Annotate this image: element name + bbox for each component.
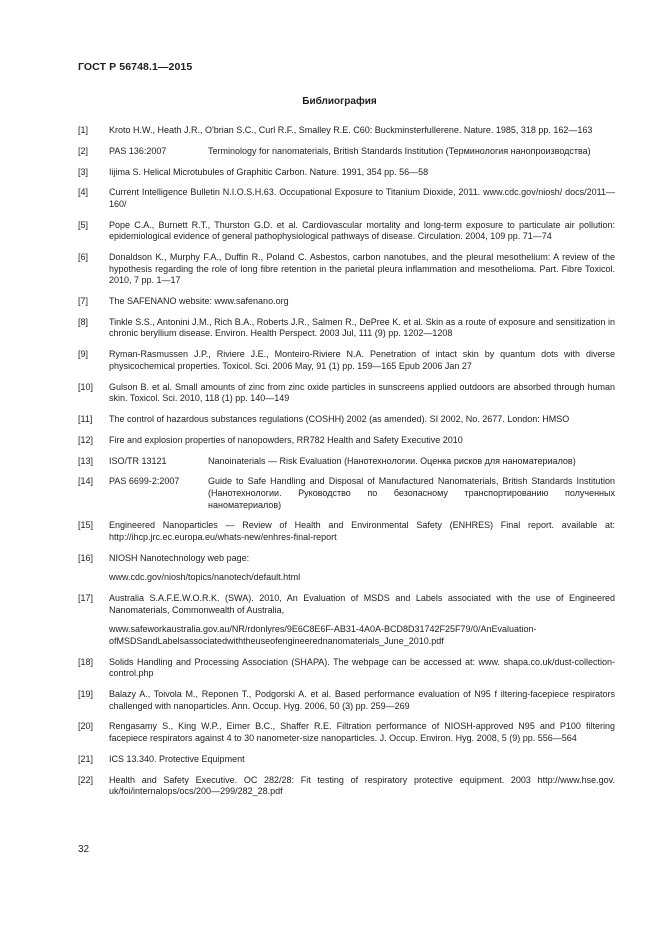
reference-list bbox=[78, 125, 615, 807]
reference-number: [5] bbox=[78, 219, 89, 230]
reference-number: [12] bbox=[78, 434, 94, 445]
reference-item bbox=[78, 476, 615, 511]
reference-number: [7] bbox=[78, 296, 89, 307]
reference-text: Health and Safety Executive. OC 282/28: Fit testing of respiratory protective equipment. 2003 http://www.hse.gov. uk/foi/internalops/ocs/200—299/282_28.pdf bbox=[109, 774, 615, 797]
reference-number: [6] bbox=[78, 252, 89, 263]
reference-item bbox=[78, 296, 615, 308]
reference-text: The control of hazardous substances regulations (COSHH) 2002 (as amended). SI 2002, No. 2677. London: HMSO bbox=[109, 413, 570, 424]
reference-text: Gulson B. et al. Small amounts of zinc from zinc oxide particles in sunscreens applied outdoors are absorbed through human skin. Toxicol. Sci. 2010, 118 (1) pp. 140—149 bbox=[109, 381, 615, 404]
reference-item bbox=[78, 146, 615, 158]
reference-item bbox=[78, 520, 615, 543]
reference-number: [3] bbox=[78, 166, 89, 177]
reference-number: [15] bbox=[78, 520, 94, 531]
reference-text: Engineered Nanoparticles — Review of Health and Environmental Safety (ENHRES) Final report. available at: http://ihcp.jrc.ec.europa.eu/whats-new/enhres-final-report bbox=[109, 520, 615, 542]
reference-number: [18] bbox=[78, 656, 94, 667]
reference-item bbox=[78, 754, 615, 766]
reference-item bbox=[78, 775, 615, 798]
reference-url: www.safeworkaustralia.gov.au/NR/rdonlyres/9E6C8E6F-AB31-4A0A-BCD8D31742F25F79/0/AnEvaluationofMSDSandLabelsassociatedwiththeuseofengineerednanomaterials_June_2010.pdf bbox=[109, 624, 537, 646]
reference-text: Pope C.A., Burnett R.T., Thurston G.D. et al. Cardiovascular mortality and long-term exposure to particulate air pollution: epidemiological evidence of general pathophysiological pathways of disease. Circulation. 2004, 109 pp. 71—74 bbox=[109, 219, 615, 242]
reference-item bbox=[78, 382, 615, 405]
reference-number: [9] bbox=[78, 349, 89, 360]
reference-item bbox=[78, 689, 615, 712]
reference-text: Australia S.A.F.E.W.O.R.K. (SWA). 2010, An Evaluation of MSDS and Labels associated with the use of Engineered Nanomaterials, Commonwealth of Australia, bbox=[109, 593, 615, 615]
reference-number: [10] bbox=[78, 381, 94, 392]
standard-header: ГОСТ Р 56748.1—2015 bbox=[78, 61, 193, 73]
reference-item bbox=[78, 657, 615, 680]
reference-text: Terminology for nanomaterials, British Standards Institution (Терминология нанопроизводства) bbox=[208, 145, 591, 156]
reference-number: [13] bbox=[78, 455, 94, 466]
reference-number: [11] bbox=[78, 413, 93, 424]
reference-item bbox=[78, 125, 615, 137]
reference-number: [17] bbox=[78, 593, 94, 604]
reference-text: Guide to Safe Handling and Disposal of Manufactured Nanomaterials, British Standards Institution (Нанотехнологии. Руководство по безопасному транспортированию полученных наноматериалов) bbox=[208, 476, 615, 510]
reference-item bbox=[78, 187, 615, 210]
reference-item bbox=[78, 167, 615, 179]
reference-item bbox=[78, 220, 615, 243]
reference-text: Nanoinaterials — Risk Evaluation (Нанотехнологии. Оценка рисков для наноматериалов) bbox=[208, 455, 576, 466]
reference-text: NIOSH Nanotechnology web page: bbox=[109, 552, 250, 563]
reference-text: Rengasamy S., King W.P., Eimer B.C., Shaffer R.E. Filtration performance of NIOSH-approved N95 and P100 filtering facepiece respirators against 4 to 30 nanometer-size nanoparticles. J. Occup. Environ. Hyg. 2008, 5 (9) pp. 556—564 bbox=[109, 721, 615, 743]
reference-text: Ryman-Rasmussen J.P., Riviere J.E., Monteiro-Riviere N.A. Penetration of intact skin by quantum dots with diverse physicochemical properties. Toxicol. Sci. 2006 May, 91 (1) pp. 159—165 Epub 2006 Jan 27 bbox=[109, 349, 615, 371]
reference-number: [19] bbox=[78, 688, 94, 699]
reference-item bbox=[78, 317, 615, 340]
reference-number: [8] bbox=[78, 316, 89, 327]
reference-text: Fire and explosion properties of nanopowders, RR782 Health and Safety Executive 2010 bbox=[109, 434, 463, 445]
reference-text: Current Intelligence Bulletin N.I.O.S.H.63. Occupational Exposure to Titanium Dioxide, 2011. www.cdc.gov/niosh/ docs/2011—160/ bbox=[109, 187, 615, 209]
reference-item bbox=[78, 349, 615, 372]
reference-code: PAS 6699-2:2007 bbox=[109, 476, 180, 487]
reference-item bbox=[78, 456, 615, 468]
reference-number: [1] bbox=[78, 125, 89, 135]
reference-text: Donaldson K., Murphy F.A., Duffin R., Poland C. Asbestos, carbon nanotubes, and the pleural mesothelium: A review of the hypothesis regarding the role of long fibre retention in the parietal pleura inflammation and mesothelioma. Part. Fibre Toxicol. 2010, 7 pp. 1—17 bbox=[109, 252, 615, 286]
reference-text: Iijima S. Helical Microtubules of Graphitic Carbon. Nature. 1991, 354 pp. 56—58 bbox=[109, 166, 429, 177]
reference-text: Tinkle S.S., Antonini J.M., Rich B.A., Roberts J.R., Salmen R., DePree K. et al. Skin as a route of exposure and sensitization in chronic beryllium disease. Environ. Health Perspect. 2003 Jul, 111 (9) pp. 1202—1208 bbox=[109, 316, 615, 339]
reference-url: www.cdc.gov/niosh/topics/nanotech/default.html bbox=[109, 572, 301, 583]
reference-code: PAS 136:2007 bbox=[109, 145, 167, 156]
reference-number: [16] bbox=[78, 552, 94, 563]
reference-item bbox=[78, 252, 615, 287]
page-number: 32 bbox=[78, 844, 90, 855]
bibliography-title: Библиография bbox=[302, 96, 377, 107]
reference-number: [21] bbox=[78, 753, 94, 764]
reference-code: ISO/TR 13121 bbox=[109, 455, 167, 466]
reference-number: [2] bbox=[78, 145, 89, 156]
reference-text: ICS 13.340. Protective Equipment bbox=[109, 753, 245, 764]
reference-item bbox=[78, 435, 615, 447]
reference-item bbox=[78, 593, 615, 647]
reference-text: The SAFENANO website: www.safenano.org bbox=[109, 296, 289, 307]
reference-text: Solids Handling and Processing Association (SHAPA). The webpage can be accessed at: www. shapa.co.uk/dust-collection-control.php bbox=[109, 656, 615, 679]
reference-number: [4] bbox=[78, 187, 89, 198]
reference-number: [22] bbox=[78, 774, 94, 785]
reference-text: Balazy A., Toivola M., Reponen T., Podgorski A. et al. Based performance evaluation of N95 f iltering-facepiece respirators challenged with nanoparticles. Ann. Occup. Hyg. 2006, 50 (3) pp. 259—269 bbox=[109, 688, 615, 711]
reference-number: [20] bbox=[78, 721, 94, 732]
reference-item bbox=[78, 553, 615, 584]
reference-number: [14] bbox=[78, 476, 94, 487]
reference-item bbox=[78, 721, 615, 744]
reference-text: Kroto H.W., Heath J.R., O'brian S.C., Curl R.F., Smalley R.E. C60: Buckminsterfullerene. Nature. 1985, 318 pp. 162—163 bbox=[109, 125, 593, 135]
reference-item bbox=[78, 414, 615, 426]
